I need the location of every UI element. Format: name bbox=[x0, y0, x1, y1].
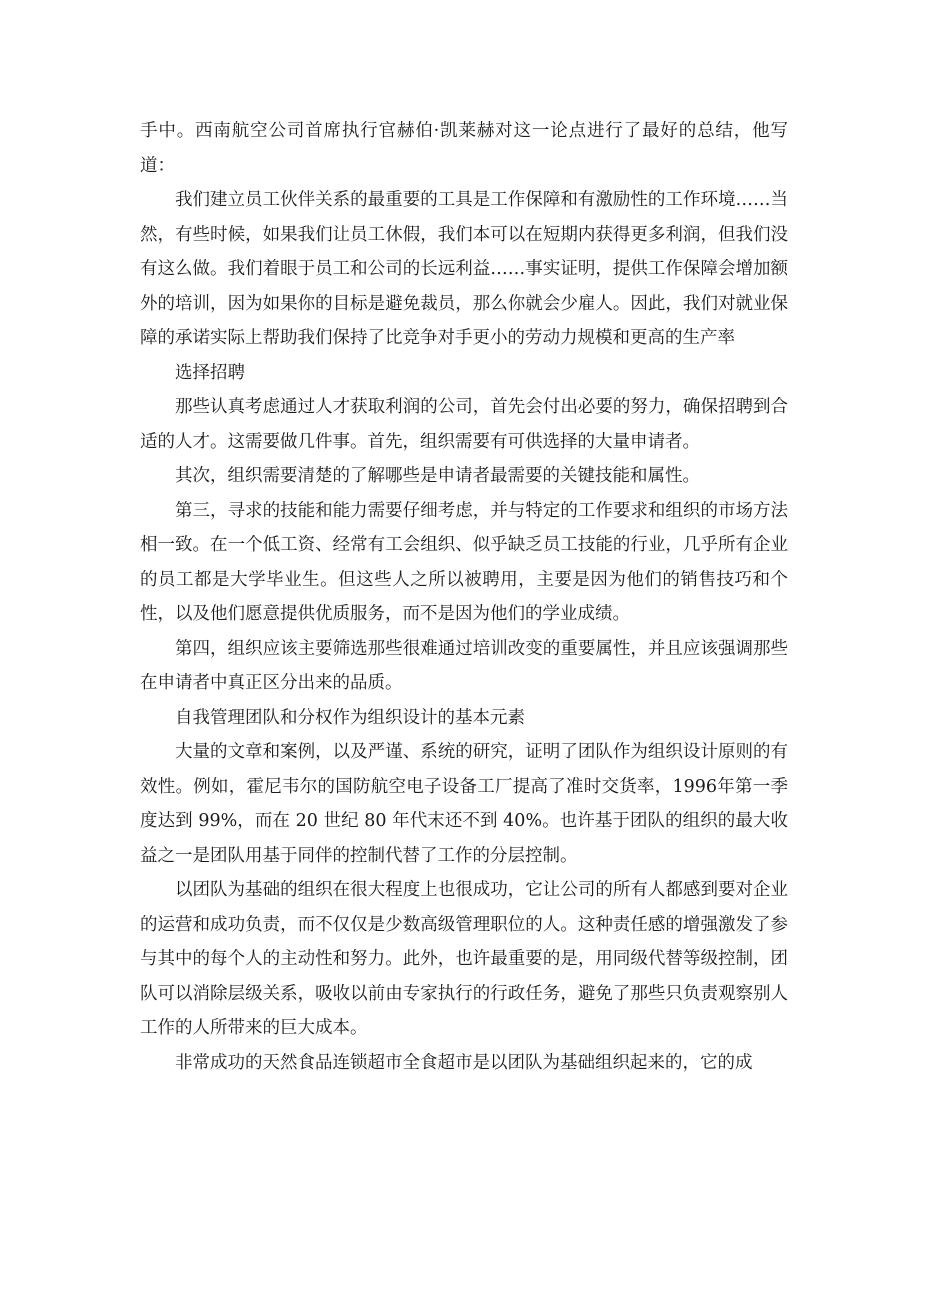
paragraph-3: 那些认真考虑通过人才获取利润的公司，首先会付出必要的努力，确保招聘到合适的人才。这需要做几件事。首先，组织需要有可供选择的大量申请者。 bbox=[140, 397, 788, 452]
document-body bbox=[140, 114, 788, 1080]
section-heading-self-managed-teams: 自我管理团队和分权作为组织设计的基本元素 bbox=[175, 707, 525, 728]
paragraph-7: 大量的文章和案例，以及严谨、系统的研究，证明了团队作为组织设计原则的有效性。例如，霍尼韦尔的国防航空电子设备工厂提高了准时交货率，1996年第一季度达到 99%，而在 20 世纪 80 年代末还不到 40%。也许基于团队的组织的最大收益之一是团队用基于同伴的控制代替了工作的分层控制。 bbox=[140, 742, 788, 866]
paragraph-6: 第四，组织应该主要筛选那些很难通过培训改变的重要属性，并且应该强调那些在申请者中真正区分出来的品质。 bbox=[140, 638, 788, 693]
section-heading-selective-hiring: 选择招聘 bbox=[175, 362, 245, 383]
paragraph-8: 以团队为基础的组织在很大程度上也很成功，它让公司的所有人都感到要对企业的运营和成功负责，而不仅仅是少数高级管理职位的人。这种责任感的增强激发了参与其中的每个人的主动性和努力。此外，也许最重要的是，用同级代替等级控制，团队可以消除层级关系，吸收以前由专家执行的行政任务，避免了那些只负责观察别人工作的人所带来的巨大成本。 bbox=[140, 880, 788, 1038]
paragraph-5: 第三，寻求的技能和能力需要仔细考虑，并与特定的工作要求和组织的市场方法相一致。在一个低工资、经常有工会组织、似乎缺乏员工技能的行业，几乎所有企业的员工都是大学毕业生。但这些人之所以被聘用，主要是因为他们的销售技巧和个性，以及他们愿意提供优质服务，而不是因为他们的学业成绩。 bbox=[140, 500, 788, 624]
paragraph-4: 其次，组织需要清楚的了解哪些是申请者最需要的关键技能和属性。 bbox=[175, 466, 700, 486]
paragraph-2: 我们建立员工伙伴关系的最重要的工具是工作保障和有激励性的工作环境……当然，有些时候，如果我们让员工休假，我们本可以在短期内获得更多利润，但我们没有这么做。我们着眼于员工和公司的长远利益……事实证明，提供工作保障会增加额外的培训，因为如果你的目标是避免裁员，那么你就会少雇人。因此，我们对就业保障的承诺实际上帮助我们保持了比竞争对手更小的劳动力规模和更高的生产率 bbox=[140, 190, 788, 348]
paragraph-9: 非常成功的天然食品连锁超市全食超市是以团队为基础组织起来的，它的成 bbox=[175, 1052, 753, 1073]
paragraph-1: 手中。西南航空公司首席执行官赫伯·凯莱赫对这一论点进行了最好的总结，他写道： bbox=[140, 121, 788, 176]
